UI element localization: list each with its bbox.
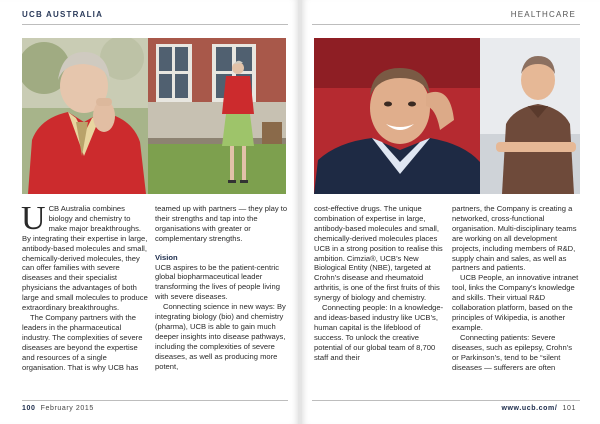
photo-woman-red-jacket bbox=[22, 38, 286, 194]
drop-cap: U bbox=[21, 200, 46, 237]
body-paragraph: Connecting patients: Severe diseases, such as epilepsy, Crohn’s or Parkinson’s, tend to be “silent diseases — sufferers are often bbox=[452, 332, 573, 372]
website-url[interactable]: www.ucb.com/ bbox=[501, 405, 558, 412]
folio-right bbox=[501, 405, 576, 412]
left-page-column-1 bbox=[21, 200, 150, 372]
running-head-right: HEALTHCARE bbox=[510, 10, 576, 19]
section-heading-vision: Vision bbox=[155, 252, 178, 262]
folio-left bbox=[22, 405, 94, 412]
right-page-column-1 bbox=[314, 204, 448, 363]
issue-date: February 2015 bbox=[40, 405, 94, 412]
body-paragraph: UCB aspires to be the patient-centric global biopharmaceutical leader transforming the lives of people living with severe diseases. bbox=[155, 262, 280, 302]
right-page bbox=[302, 0, 600, 424]
right-page-column-2 bbox=[452, 204, 580, 372]
header-rule-left bbox=[22, 24, 288, 25]
photo-two-men bbox=[314, 38, 580, 194]
footer-rule-right bbox=[312, 400, 580, 401]
left-page bbox=[0, 0, 298, 424]
left-page-column-2 bbox=[155, 204, 288, 372]
body-paragraph: CB Australia combines biology and chemistry to make major breakthroughs. By integrating their expertise in large, antibody-based molecules and small, chemically-derived molecules, they can offer families with severe diseases and their specialist physicians the advantages of both large and small molecules to produce extraordinary breakthroughs. bbox=[22, 204, 148, 313]
body-paragraph: partners, the Company is creating a networked, cross-functional organisation. Multi-disciplinary teams are working on all development projects, including members of R&D, supply chain and sales, as well as partners and patients. bbox=[452, 204, 577, 273]
body-paragraph: The Company partners with the leaders in the pharmaceutical industry. The complexities of severe diseases are beyond the expertise and resources of a single organisation. That is why UCB has bbox=[22, 312, 143, 372]
running-head-left: UCB AUSTRALIA bbox=[22, 10, 104, 19]
body-paragraph: Connecting science in new ways: By integrating biology (bio) and chemistry (pharma), UCB is able to gain much deeper insights into disease pathways, including the complexities of severe diseases, as well as producing more potent, bbox=[155, 302, 286, 371]
body-paragraph: Connecting people: In a knowledge- and ideas-based industry like UCB’s, human capital is the lifeblood of success. To unlock the creative potential of our global team of 8,700 staff and their bbox=[314, 303, 444, 362]
body-paragraph: UCB People, an innovative intranet tool, links the Company’s knowledge and skills. Their virtual R&D collaboration platform, based on the principles of Wikipedia, is another example. bbox=[452, 273, 579, 332]
page-number-right: 101 bbox=[562, 405, 576, 412]
footer-rule-left bbox=[22, 400, 288, 401]
header-rule-right bbox=[312, 24, 580, 25]
body-paragraph: cost-effective drugs. The unique combination of expertise in large, antibody-based molecules and small, chemically-derived molecules places UCB in a strong position to realise this ambition. Cimzia®, UCB’s New Biological Entity (NBE), targeted at Crohn’s disease and rheumatoid arthritis, is one of the first fruits of this synergy of biology and chemistry. bbox=[314, 204, 443, 303]
body-paragraph: teamed up with partners — they play to their strengths and tap into the organisations with greater or complementary strengths. bbox=[155, 204, 288, 243]
page-number-left: 100 bbox=[22, 405, 36, 412]
